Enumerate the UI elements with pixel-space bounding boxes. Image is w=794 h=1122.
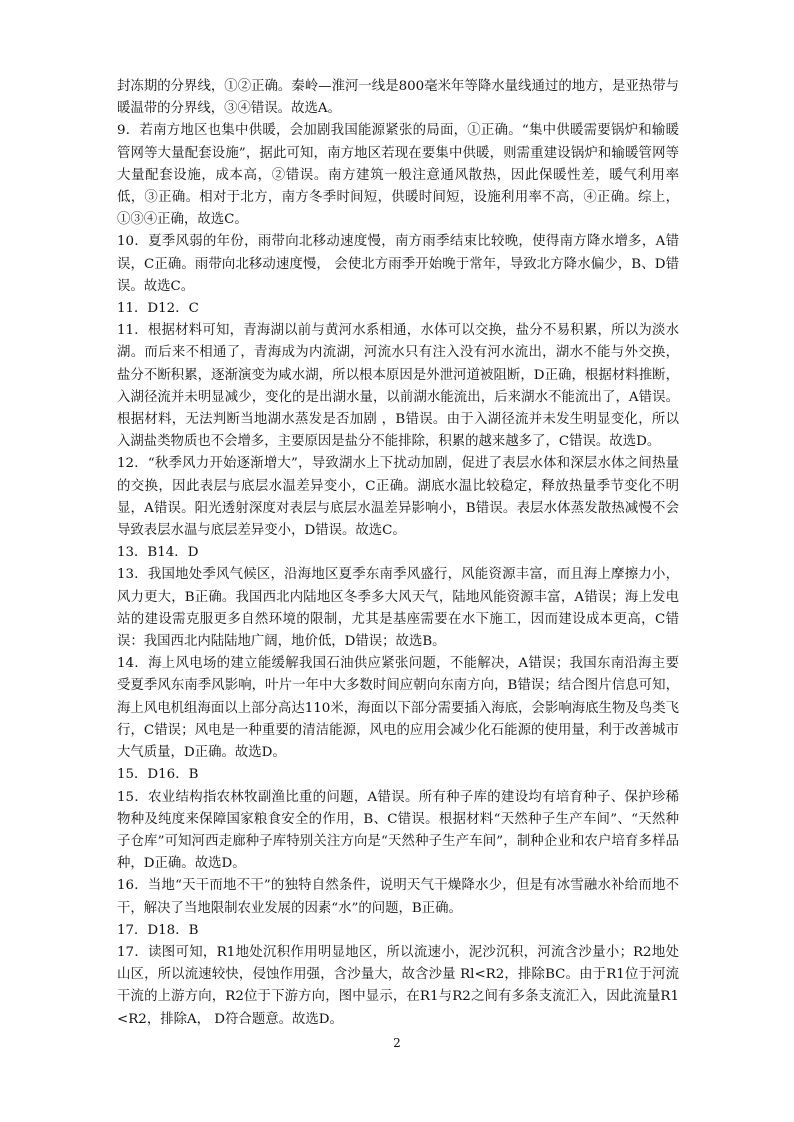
paragraph-key-13-14: 13．B14．D (117, 545, 199, 561)
paragraph-continuation: 封冻期的分界线，①②正确。秦岭—淮河一线是800毫米年等降水量线通过的地方，是亚热带与暖温带的分界线，③④错误。故选A。 (117, 79, 679, 117)
paragraph-answer-12: 12．“秋季风力开始逐渐增大”，导致湖水上下扰动加剧，促进了表层水体和深层水体之间热量的交换，因此表层与底层水温差异变小，C正确。湖底水温比较稳定，释放热量季节变化不明显，A错误。阳光透射深度对表层与底层水温差异影响小，B错误。表层水体蒸发散热减慢不会导致表层水温与底层差异变小，D错误。故选C。 (117, 456, 679, 539)
paragraph-answer-17: 17．读图可知，R1地处沉积作用明显地区，所以流速小，泥沙沉积，河流含沙量小；R2地处山区，所以流速较快，侵蚀作用强，含沙量大，故含沙量 Rl<R2，排除BC。由于R1位于河流干流的上游方向，R2位于下游方向，图中显示，在R1与R2之间有多条支流汇入，因此流量R1<R2，排除A， D符合题意。故选D。 (117, 944, 679, 1027)
document-body (117, 76, 679, 1031)
paragraph-answer-14: 14．海上风电场的建立能缓解我国石油供应紧张问题，不能解决，A错误；我国东南沿海主要受夏季风东南季风影响，叶片一年中大多数时间应朝向东南方向，B错误；结合图片信息可知，海上风电机组海面以上部分高达110米，海面以下部分需要插入海底，会影响海底生物及鸟类飞行，C错误；风电是一种重要的清洁能源，风电的应用会减少化石能源的使用量，利于改善城市大气质量，D正确。故选D。 (117, 656, 679, 761)
paragraph-key-17-18: 17．D18．B (117, 922, 199, 938)
paragraph-answer-13: 13．我国地处季风气候区，沿海地区夏季东南季风盛行，风能资源丰富，而且海上摩擦力小，风力更大，B正确。我国西北内陆地区冬季多大风天气，陆地风能资源丰富，A错误；海上发电站的建设需克服更多自然环境的限制，尤其是基座需要在水下施工，因而建设成本更高，C错误：我国西北内陆陆地广阔，地价低，D错误；故选B。 (117, 567, 679, 650)
paragraph-answer-11: 11．根据材料可知，青海湖以前与黄河水系相通，水体可以交换，盐分不易积累，所以为淡水湖。而后来不相通了，青海成为内流湖，河流水只有注入没有河水流出，湖水不能与外交换，盐分不断积累，逐渐演变为咸水湖，所以根本原因是外泄河道被阻断，D正确，根据材料推断，入湖径流并未明显减少，变化的是出湖水量，以前湖水能流出，后来湖水不能流出了，A错误。根据材料，无法判断当地湖水蒸发是否加剧 ，B错误。由于入湖径流并未发生明显变化，所以入湖盐类物质也不会增多，主要原因是盐分不能排除，积累的越来越多了，C错误。故选D。 (117, 323, 679, 450)
paragraph-key-15-16: 15．D16．B (117, 767, 199, 783)
paragraph-answer-15: 15．农业结构指农林牧副渔比重的问题，A错误。所有种子库的建设均有培育种子、保护珍稀物种及纯度来保障国家粮食安全的作用，B、C错误。根据材料“天然种子生产车间”、“天然种子仓库”可知河西走廊种子库特别关注方向是“天然种子生产车间”，制种企业和农户培育多样品种，D正确。故选D。 (117, 789, 679, 872)
paragraph-answer-9: 9．若南方地区也集中供暖，会加剧我国能源紧张的局面，①正确。“集中供暖需要锅炉和输暖管网等大量配套设施”，据此可知，南方地区若现在要集中供暖，则需重建设锅炉和输暖管网等大量配套设施，成本高，②错误。南方建筑一般注意通风散热，因此保暖性差，暖气利用率低，③正确。相对于北方，南方冬季时间短，供暖时间短，设施利用率不高，④正确。综上，①③④正确，故选C。 (117, 123, 679, 228)
paragraph-answer-16: 16．当地“天干而地不干”的独特自然条件，说明天气干燥降水少，但是有冰雪融水补给而地不干，解决了当地限制农业发展的因素“水”的问题，B正确。 (117, 878, 679, 916)
page-number: 2 (393, 1036, 401, 1050)
paragraph-answer-10: 10．夏季风弱的年份，雨带向北移动速度慢，南方雨季结束比较晚，使得南方降水增多，A错误，C正确。雨带向北移动速度慢， 会使北方雨季开始晚于常年，导致北方降水偏少，B、D错误。故选C。 (117, 234, 679, 294)
paragraph-key-11-12: 11．D12．C (117, 301, 199, 317)
